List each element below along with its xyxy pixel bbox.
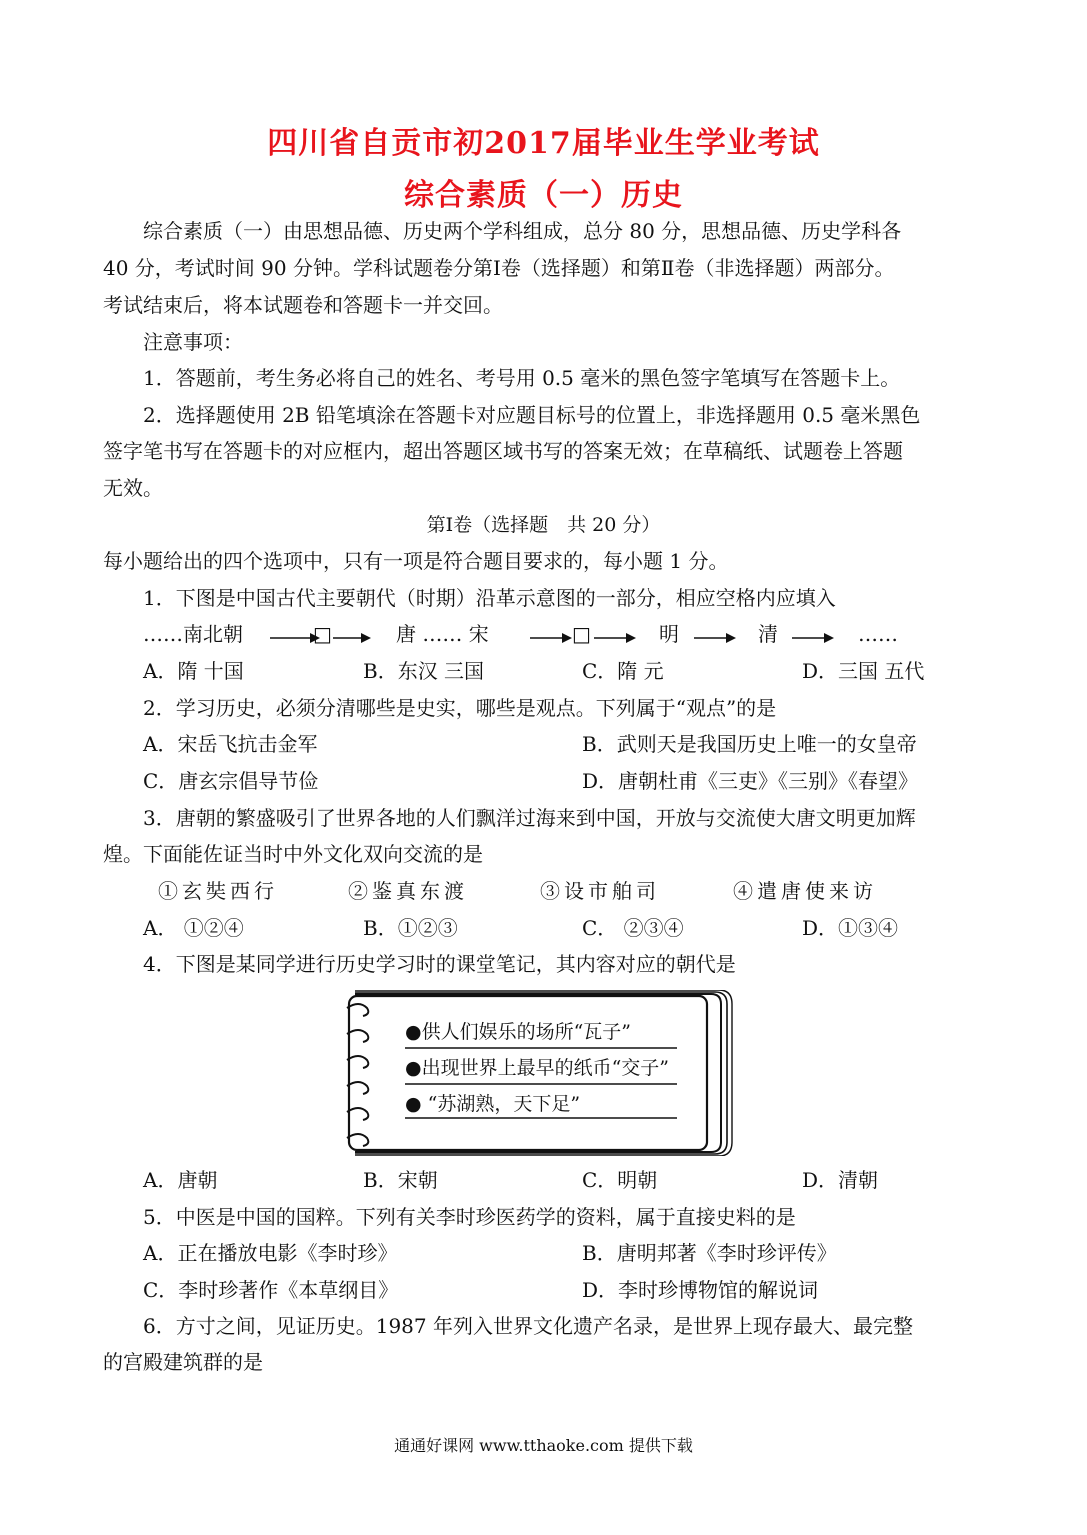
- question-1-stem: 1．下图是中国古代主要朝代（时期）沿革示意图的一部分，相应空格内应填入: [143, 586, 836, 610]
- timeline-item: ……南北朝: [143, 622, 243, 646]
- question-6-stem-line-2: 的宫殿建筑群的是: [103, 1350, 263, 1374]
- timeline-item: 唐 …… 宋: [396, 622, 489, 646]
- page-footer: 通通好课网 www.tthaoke.com 提供下载: [394, 1436, 693, 1455]
- section-instruction: 每小题给出的四个选项中，只有一项是符合题目要求的，每小题 1 分。: [103, 549, 729, 573]
- note-item-2-line-2: 签字笔书写在答题卡的对应框内，超出答题区域书写的答案无效；在草稿纸、试题卷上答题: [103, 439, 903, 463]
- arrow-icon: [333, 626, 371, 640]
- note-item-2-line-3: 无效。: [103, 476, 163, 500]
- option-b: B．唐明邦著《李时珍评传》: [582, 1241, 837, 1265]
- statement-item: ③设市舶司: [540, 879, 660, 903]
- option-d: D．唐朝杜甫《三吏》《三别》《春望》: [582, 769, 919, 793]
- arrow-icon: [594, 626, 636, 640]
- timeline-item: 清: [758, 622, 778, 646]
- notes-heading: 注意事项：: [143, 330, 243, 354]
- exam-subtitle: 综合素质（一）历史: [404, 178, 683, 213]
- option-d: D．①③④: [802, 916, 899, 940]
- statement-item: ①玄奘西行: [158, 879, 278, 903]
- timeline-item: ……: [858, 622, 898, 646]
- note-line: ●出现世界上最早的纸币“交子”: [405, 1057, 670, 1079]
- option-a: A．宋岳飞抗击金军: [143, 732, 318, 756]
- exam-title: 四川省自贡市初2017届毕业生学业考试: [267, 126, 820, 161]
- note-item-1: 1．答题前，考生务必将自己的姓名、考号用 0.5 毫米的黑色签字笔填写在答题卡上。: [143, 366, 901, 390]
- option-c: C．唐玄宗倡导节俭: [143, 769, 319, 793]
- option-d: D．三国 五代: [802, 659, 925, 683]
- option-c: C．李时珍著作《本草纲目》: [143, 1278, 399, 1302]
- option-d: D．清朝: [802, 1168, 879, 1192]
- arrow-icon: [792, 626, 834, 640]
- option-a: A．正在播放电影《李时珍》: [143, 1241, 398, 1265]
- question-3-stem-line-2: 煌。下面能佐证当时中外文化双向交流的是: [103, 842, 483, 866]
- note-line: ● “苏湖熟，天下足”: [405, 1093, 581, 1115]
- question-3-stem-line-1: 3．唐朝的繁盛吸引了世界各地的人们飘洋过海来到中国，开放与交流使大唐文明更加辉: [143, 806, 916, 830]
- option-a: A．隋 十国: [143, 659, 244, 683]
- timeline-item: 明: [659, 622, 679, 646]
- option-c: C．明朝: [582, 1168, 658, 1192]
- option-b: B．武则天是我国历史上唯一的女皇帝: [582, 732, 917, 756]
- statement-item: ④遣唐使来访: [733, 879, 877, 903]
- note-line: ●供人们娱乐的场所“瓦子”: [405, 1021, 632, 1043]
- option-c: C． ②③④: [582, 916, 684, 940]
- option-b: B．宋朝: [363, 1168, 438, 1192]
- intro-line-1: 综合素质（一）由思想品德、历史两个学科组成，总分 80 分，思想品德、历史学科各: [143, 219, 902, 243]
- option-b: B．①②③: [363, 916, 458, 940]
- arrow-icon: [694, 626, 736, 640]
- timeline-blank: □: [313, 622, 332, 646]
- question-4-stem: 4．下图是某同学进行历史学习时的课堂笔记，其内容对应的朝代是: [143, 952, 736, 976]
- statement-item: ②鉴真东渡: [348, 879, 468, 903]
- section-title: 第Ⅰ卷（选择题 共 20 分）: [426, 514, 661, 536]
- arrow-icon: [530, 626, 572, 640]
- intro-line-3: 考试结束后，将本试题卷和答题卡一并交回。: [103, 293, 503, 317]
- notebook-figure: [343, 990, 733, 1156]
- question-5-stem: 5．中医是中国的国粹。下列有关李时珍医药学的资料，属于直接史料的是: [143, 1205, 796, 1229]
- option-d: D．李时珍博物馆的解说词: [582, 1278, 819, 1302]
- question-2-stem: 2．学习历史，必须分清哪些是史实，哪些是观点。下列属于“观点”的是: [143, 696, 777, 720]
- note-item-2-line-1: 2．选择题使用 2B 铅笔填涂在答题卡对应题目标号的位置上，非选择题用 0.5 毫米黑色: [143, 403, 921, 427]
- option-b: B．东汉 三国: [363, 659, 485, 683]
- option-a: A． ①②④: [143, 916, 244, 940]
- intro-line-2: 40 分，考试时间 90 分钟。学科试题卷分第Ⅰ卷（选择题）和第Ⅱ卷（非选择题）两部分。: [103, 256, 895, 280]
- question-6-stem-line-1: 6．方寸之间，见证历史。1987 年列入世界文化遗产名录，是世界上现存最大、最完整: [143, 1314, 913, 1338]
- option-c: C．隋 元: [582, 659, 664, 683]
- timeline-blank: □: [572, 622, 591, 646]
- option-a: A．唐朝: [143, 1168, 218, 1192]
